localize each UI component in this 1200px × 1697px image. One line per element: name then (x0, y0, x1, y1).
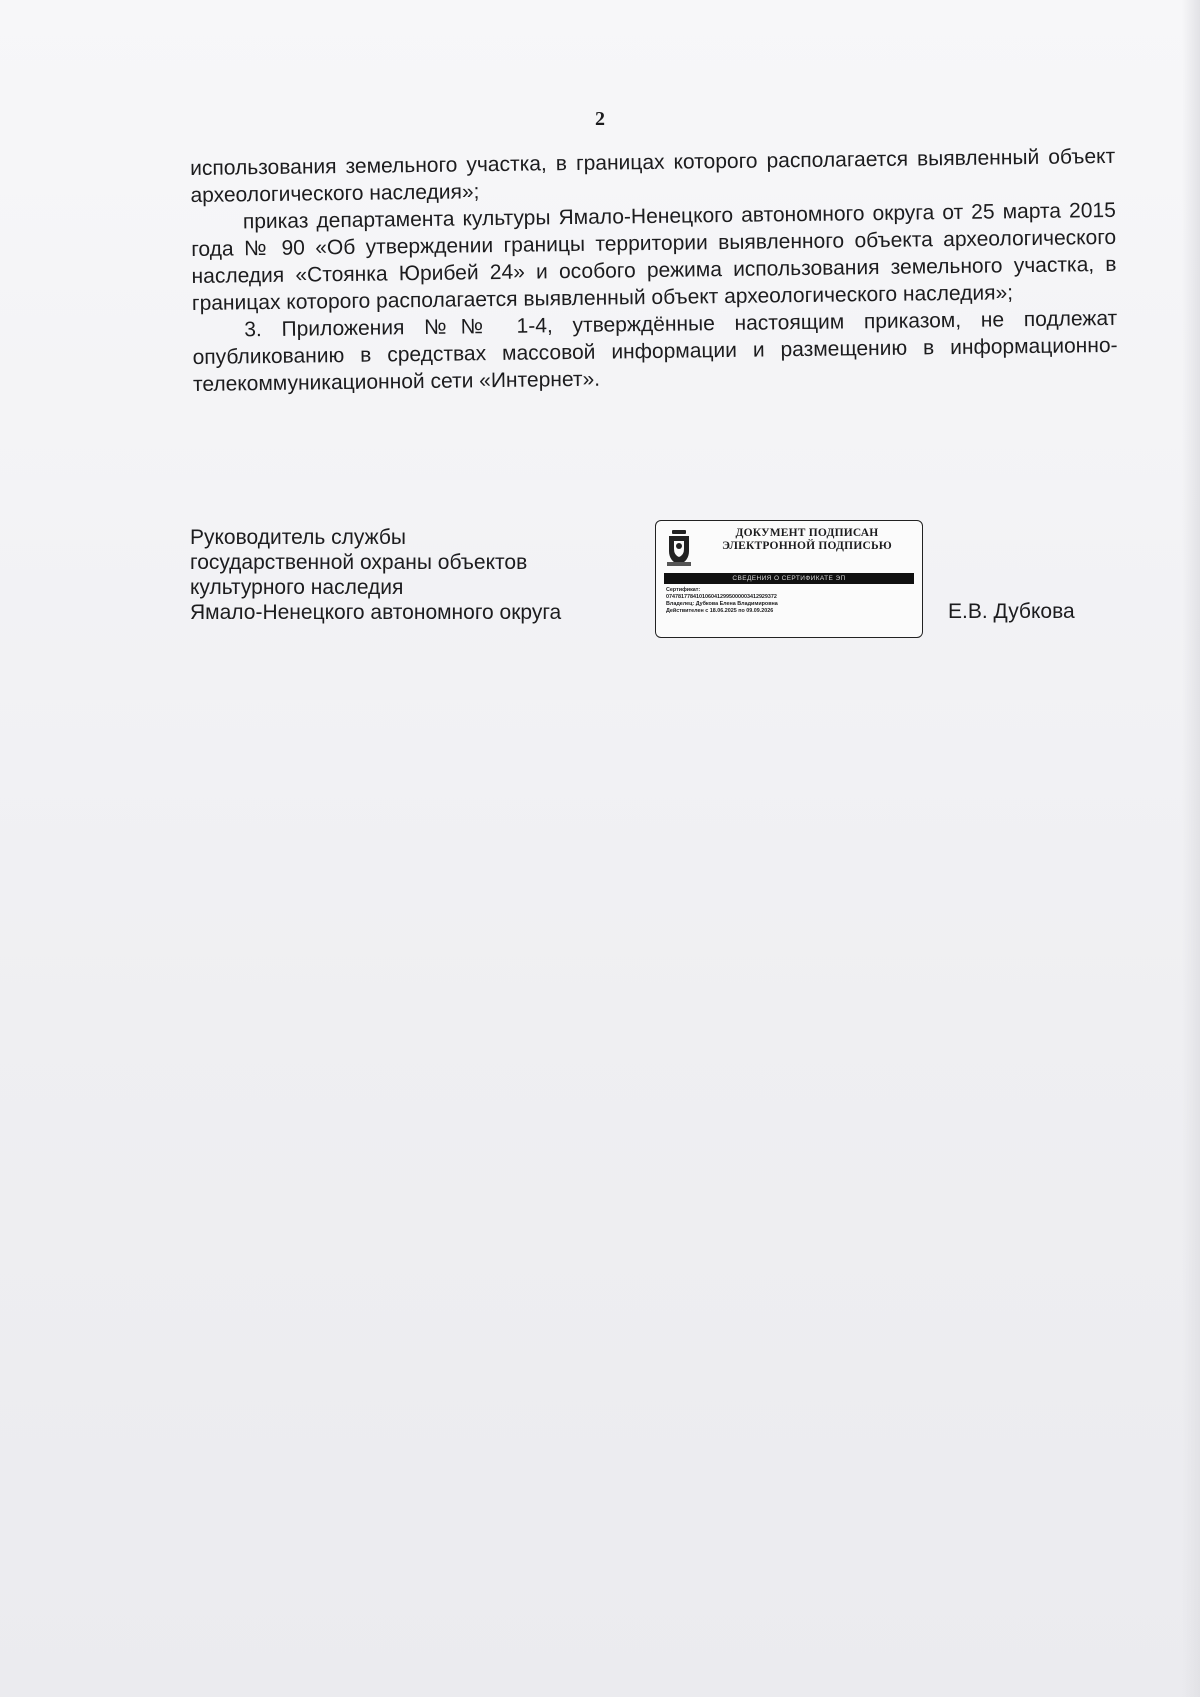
stamp-certificate-label: Сертификат: (666, 587, 701, 593)
stamp-title-line: ЭЛЕКТРОННОЙ ПОДПИСЬЮ (722, 540, 892, 552)
stamp-owner: Владелец: Дубкова Елена Владимировна (666, 601, 778, 607)
stamp-validity: Действителен с 18.06.2025 по 09.09.2026 (666, 608, 774, 614)
electronic-signature-stamp (655, 520, 923, 638)
signer-position-line: Руководитель службы (190, 526, 407, 549)
page-number: 2 (595, 108, 605, 130)
signer-position-line: Ямало-Ненецкого автономного округа (190, 601, 562, 624)
stamp-certificate-number: 0747817784101060412995000003412929372 (666, 594, 777, 600)
paragraph-order-reference: приказ департамента культуры Ямало-Ненецкого автономного округа от 25 марта 2015 года № 90 «Об утверждении границы территории выявленного объекта археологического наследия «Стоянка Юрибей 24» и особого режима использования земельного участка, в границах которого располагается выявленный объект археологического наследия»; (191, 198, 1117, 315)
body-text (190, 143, 1118, 398)
signer-position (190, 525, 561, 625)
signer-name: Е.В. Дубкова (948, 600, 1075, 623)
signer-position-line: культурного наследия (190, 576, 404, 599)
signer-position-line: государственной охраны объектов (190, 551, 528, 574)
stamp-certificate-details (666, 587, 778, 615)
stamp-certificate-bar: СВЕДЕНИЯ О СЕРТИФИКАТЕ ЭП (664, 573, 914, 584)
paragraph-appendices-clause: 3. Приложения №№ 1-4, утверждённые настоящим приказом, не подлежат опубликованию в средствах массовой информации и размещению в информационно-телекоммуникационной сети «Интернет». (192, 306, 1118, 396)
stamp-title (702, 527, 912, 553)
stamp-title-line: ДОКУМЕНТ ПОДПИСАН (735, 527, 879, 539)
scan-edge-shadow (1182, 0, 1200, 1697)
coat-of-arms-icon (666, 529, 692, 567)
paragraph-continuation: использования земельного участка, в границах которого располагается выявленный объект археологического наследия»; (190, 144, 1116, 207)
signature-block (190, 525, 1120, 645)
